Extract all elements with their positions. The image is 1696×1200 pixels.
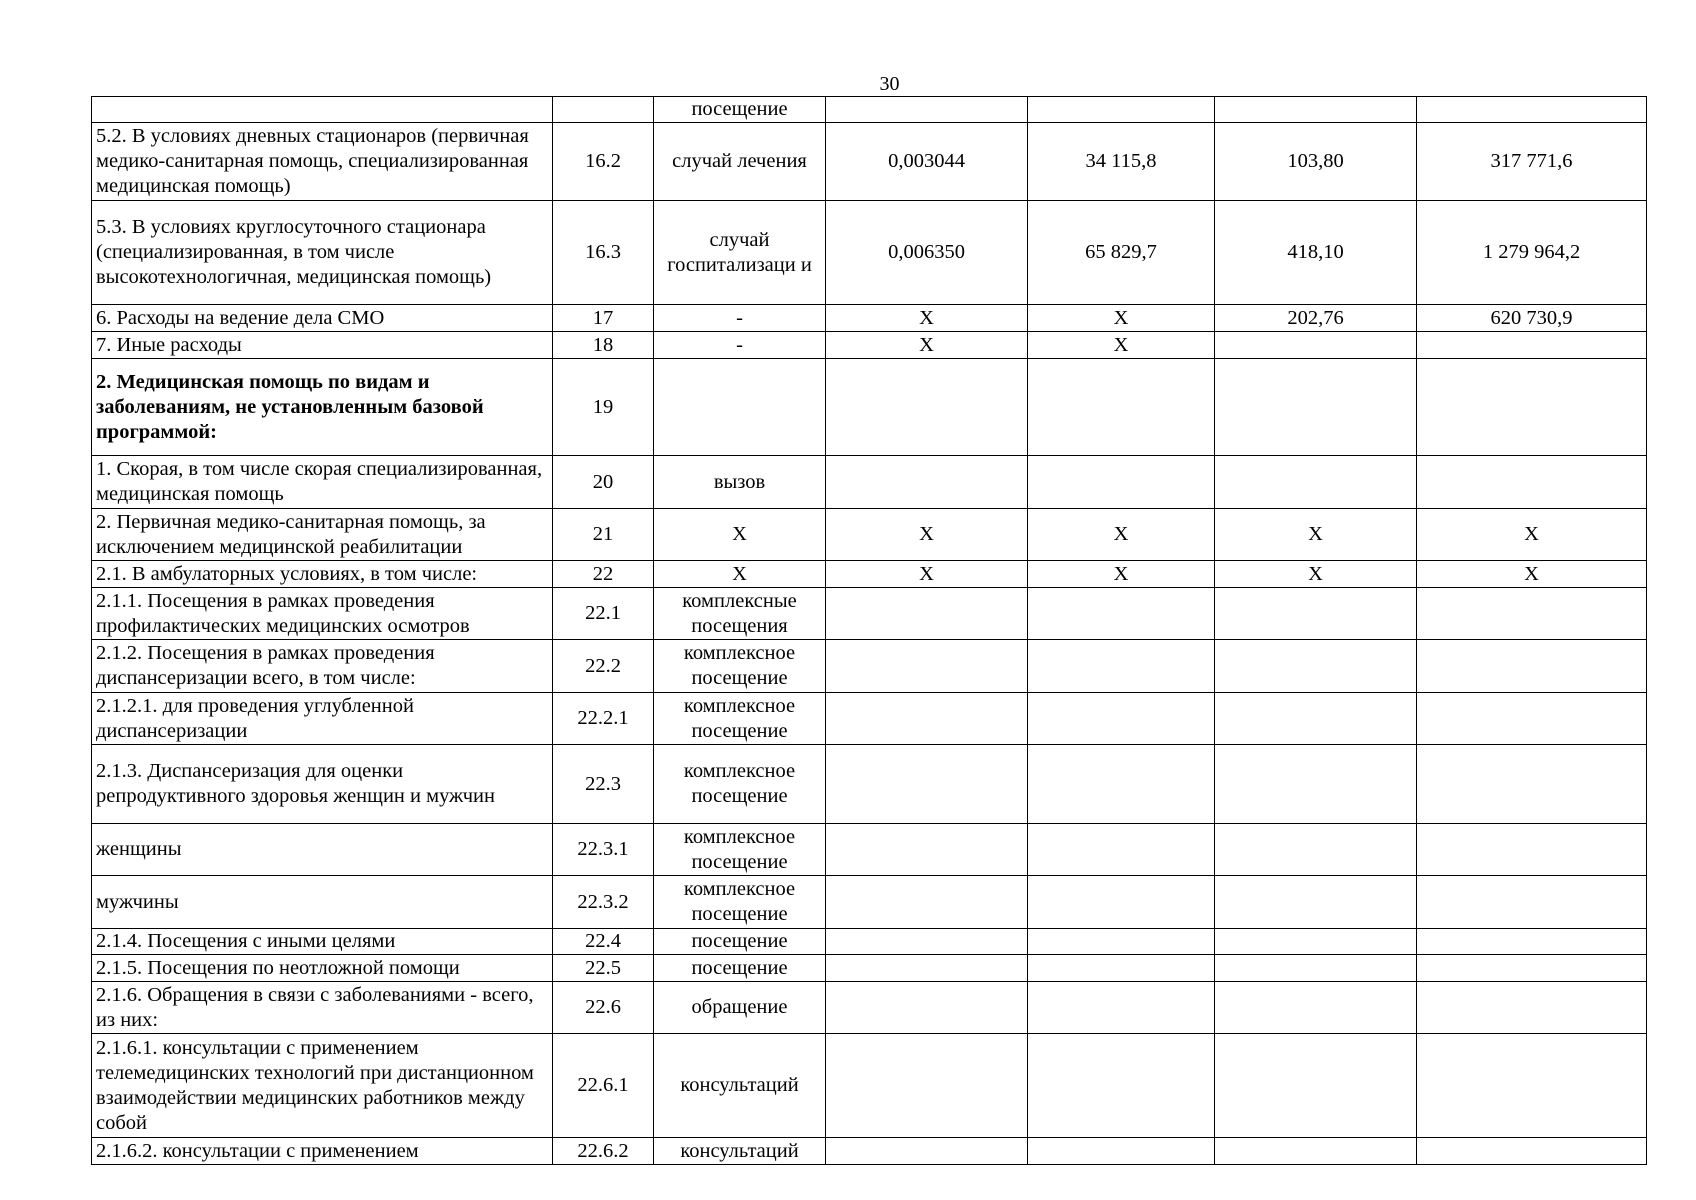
value-cell-4 xyxy=(1417,97,1647,123)
value-cell-1 xyxy=(826,1034,1028,1138)
value-cell-4: 1 279 964,2 xyxy=(1417,201,1647,305)
value-cell-3 xyxy=(1215,929,1417,955)
value-cell-4 xyxy=(1417,693,1647,745)
row-name-cell: 2.1.5. Посещения по неотложной помощи xyxy=(92,955,553,982)
value-cell-3: 418,10 xyxy=(1215,201,1417,305)
value-cell-3 xyxy=(1215,456,1417,509)
value-cell-1 xyxy=(826,955,1028,982)
value-cell-2 xyxy=(1028,824,1215,876)
table-row xyxy=(92,745,1647,824)
unit-cell: случай госпитализаци и xyxy=(654,201,826,305)
value-cell-3 xyxy=(1215,359,1417,456)
unit-cell: консультаций xyxy=(654,1138,826,1165)
row-name-cell: 2. Первичная медико-санитарная помощь, за исключением медицинской реабилитации xyxy=(92,509,553,561)
value-cell-3 xyxy=(1215,97,1417,123)
row-number-cell: 22.3 xyxy=(553,745,654,824)
table-row xyxy=(92,305,1647,332)
row-name-cell: 2.1.6.1. консультации с применением телемедицинских технологий при дистанционном взаимодействии медицинских работников между собой xyxy=(92,1034,553,1138)
unit-cell: посещение xyxy=(654,929,826,955)
value-cell-1 xyxy=(826,745,1028,824)
value-cell-2 xyxy=(1028,588,1215,640)
table-row xyxy=(92,588,1647,640)
row-name-cell: 6. Расходы на ведение дела СМО xyxy=(92,305,553,332)
value-cell-2 xyxy=(1028,1138,1215,1165)
unit-cell: комплексное посещение xyxy=(654,876,826,929)
value-cell-2 xyxy=(1028,1034,1215,1138)
value-cell-1 xyxy=(826,929,1028,955)
value-cell-4 xyxy=(1417,588,1647,640)
table-row xyxy=(92,456,1647,509)
table-row xyxy=(92,97,1647,123)
row-number-cell xyxy=(553,97,654,123)
table-row xyxy=(92,982,1647,1034)
value-cell-2 xyxy=(1028,982,1215,1034)
value-cell-4 xyxy=(1417,332,1647,359)
unit-cell: комплексное посещение xyxy=(654,745,826,824)
value-cell-2: 34 115,8 xyxy=(1028,123,1215,201)
row-name-cell: 2.1.2. Посещения в рамках проведения диспансеризации всего, в том числе: xyxy=(92,640,553,693)
page-number: 30 xyxy=(879,73,900,95)
row-name-cell: 1. Скорая, в том числе скорая специализированная, медицинская помощь xyxy=(92,456,553,509)
row-number-cell: 18 xyxy=(553,332,654,359)
row-name-cell: 2.1.4. Посещения с иными целями xyxy=(92,929,553,955)
value-cell-4 xyxy=(1417,876,1647,929)
value-cell-3 xyxy=(1215,1034,1417,1138)
row-number-cell: 22 xyxy=(553,561,654,588)
table-row xyxy=(92,561,1647,588)
value-cell-4 xyxy=(1417,745,1647,824)
value-cell-3 xyxy=(1215,640,1417,693)
value-cell-1: 0,003044 xyxy=(826,123,1028,201)
unit-cell: комплексное посещение xyxy=(654,824,826,876)
value-cell-3 xyxy=(1215,693,1417,745)
table-row xyxy=(92,359,1647,456)
row-number-cell: 22.2 xyxy=(553,640,654,693)
value-cell-2 xyxy=(1028,745,1215,824)
value-cell-1: X xyxy=(826,305,1028,332)
value-cell-2 xyxy=(1028,97,1215,123)
unit-cell: - xyxy=(654,332,826,359)
value-cell-1: X xyxy=(826,509,1028,561)
value-cell-2: X xyxy=(1028,561,1215,588)
value-cell-4: 620 730,9 xyxy=(1417,305,1647,332)
table-row xyxy=(92,955,1647,982)
row-number-cell: 20 xyxy=(553,456,654,509)
row-number-cell: 16.2 xyxy=(553,123,654,201)
value-cell-4 xyxy=(1417,640,1647,693)
unit-cell: посещение xyxy=(654,955,826,982)
row-name-cell: 5.2. В условиях дневных стационаров (первичная медико-санитарная помощь, специализированная медицинская помощь) xyxy=(92,123,553,201)
value-cell-4 xyxy=(1417,359,1647,456)
value-cell-2 xyxy=(1028,876,1215,929)
value-cell-2: X xyxy=(1028,332,1215,359)
value-cell-4 xyxy=(1417,1138,1647,1165)
value-cell-3 xyxy=(1215,876,1417,929)
unit-cell: X xyxy=(654,561,826,588)
table-row xyxy=(92,123,1647,201)
table-row xyxy=(92,929,1647,955)
table-row xyxy=(92,693,1647,745)
row-name-cell: 2.1.6. Обращения в связи с заболеваниями - всего, из них: xyxy=(92,982,553,1034)
table-row xyxy=(92,640,1647,693)
table-row xyxy=(92,201,1647,305)
value-cell-3 xyxy=(1215,745,1417,824)
row-name-cell: женщины xyxy=(92,824,553,876)
value-cell-3: X xyxy=(1215,561,1417,588)
value-cell-1 xyxy=(826,876,1028,929)
unit-cell xyxy=(654,359,826,456)
unit-cell: - xyxy=(654,305,826,332)
value-cell-1 xyxy=(826,359,1028,456)
row-name-cell: 2.1.2.1. для проведения углубленной диспансеризации xyxy=(92,693,553,745)
value-cell-3 xyxy=(1215,588,1417,640)
value-cell-2 xyxy=(1028,456,1215,509)
value-cell-2: X xyxy=(1028,305,1215,332)
value-cell-3 xyxy=(1215,824,1417,876)
row-name-cell: 2.1.6.2. консультации с применением xyxy=(92,1138,553,1165)
unit-cell: комплексное посещение xyxy=(654,693,826,745)
value-cell-3 xyxy=(1215,1138,1417,1165)
row-number-cell: 22.6 xyxy=(553,982,654,1034)
row-number-cell: 22.5 xyxy=(553,955,654,982)
page-number-container xyxy=(0,74,1696,94)
row-number-cell: 19 xyxy=(553,359,654,456)
value-cell-3 xyxy=(1215,955,1417,982)
value-cell-4: X xyxy=(1417,561,1647,588)
row-number-cell: 22.6.2 xyxy=(553,1138,654,1165)
table-row xyxy=(92,1138,1647,1165)
value-cell-2 xyxy=(1028,640,1215,693)
value-cell-2 xyxy=(1028,929,1215,955)
value-cell-2 xyxy=(1028,693,1215,745)
value-cell-4: X xyxy=(1417,509,1647,561)
value-cell-4 xyxy=(1417,955,1647,982)
row-number-cell: 22.2.1 xyxy=(553,693,654,745)
value-cell-1 xyxy=(826,693,1028,745)
value-cell-2: X xyxy=(1028,509,1215,561)
row-name-cell: 2.1. В амбулаторных условиях, в том числе: xyxy=(92,561,553,588)
value-cell-4 xyxy=(1417,1034,1647,1138)
value-cell-1 xyxy=(826,97,1028,123)
table-row xyxy=(92,1034,1647,1138)
row-number-cell: 16.3 xyxy=(553,201,654,305)
data-table xyxy=(91,96,1647,1165)
value-cell-2 xyxy=(1028,359,1215,456)
row-name-cell xyxy=(92,97,553,123)
value-cell-1: X xyxy=(826,332,1028,359)
row-name-cell: 2. Медицинская помощь по видам и заболеваниям, не установленным базовой программой: xyxy=(92,359,553,456)
value-cell-1 xyxy=(826,456,1028,509)
value-cell-1 xyxy=(826,982,1028,1034)
row-name-cell: 2.1.1. Посещения в рамках проведения профилактических медицинских осмотров xyxy=(92,588,553,640)
row-name-cell: 2.1.3. Диспансеризация для оценки репродуктивного здоровья женщин и мужчин xyxy=(92,745,553,824)
table-row xyxy=(92,332,1647,359)
unit-cell: случай лечения xyxy=(654,123,826,201)
value-cell-3: X xyxy=(1215,509,1417,561)
row-number-cell: 22.6.1 xyxy=(553,1034,654,1138)
row-number-cell: 21 xyxy=(553,509,654,561)
row-number-cell: 22.4 xyxy=(553,929,654,955)
table-row xyxy=(92,824,1647,876)
unit-cell: комплексные посещения xyxy=(654,588,826,640)
value-cell-2: 65 829,7 xyxy=(1028,201,1215,305)
unit-cell: X xyxy=(654,509,826,561)
table-row xyxy=(92,509,1647,561)
unit-cell: обращение xyxy=(654,982,826,1034)
value-cell-1: X xyxy=(826,561,1028,588)
value-cell-3: 202,76 xyxy=(1215,305,1417,332)
value-cell-1 xyxy=(826,824,1028,876)
row-number-cell: 22.1 xyxy=(553,588,654,640)
value-cell-1: 0,006350 xyxy=(826,201,1028,305)
value-cell-3: 103,80 xyxy=(1215,123,1417,201)
value-cell-1 xyxy=(826,588,1028,640)
row-number-cell: 22.3.2 xyxy=(553,876,654,929)
row-name-cell: 7. Иные расходы xyxy=(92,332,553,359)
value-cell-1 xyxy=(826,640,1028,693)
value-cell-3 xyxy=(1215,982,1417,1034)
value-cell-4 xyxy=(1417,929,1647,955)
row-number-cell: 17 xyxy=(553,305,654,332)
value-cell-4: 317 771,6 xyxy=(1417,123,1647,201)
row-name-cell: мужчины xyxy=(92,876,553,929)
unit-cell: комплексное посещение xyxy=(654,640,826,693)
value-cell-3 xyxy=(1215,332,1417,359)
table-row xyxy=(92,876,1647,929)
value-cell-2 xyxy=(1028,955,1215,982)
unit-cell: вызов xyxy=(654,456,826,509)
value-cell-4 xyxy=(1417,824,1647,876)
value-cell-4 xyxy=(1417,982,1647,1034)
value-cell-4 xyxy=(1417,456,1647,509)
row-name-cell: 5.3. В условиях круглосуточного стационара (специализированная, в том числе высокотехнологичная, медицинская помощь) xyxy=(92,201,553,305)
unit-cell: посещение xyxy=(654,97,826,123)
value-cell-1 xyxy=(826,1138,1028,1165)
unit-cell: консультаций xyxy=(654,1034,826,1138)
row-number-cell: 22.3.1 xyxy=(553,824,654,876)
